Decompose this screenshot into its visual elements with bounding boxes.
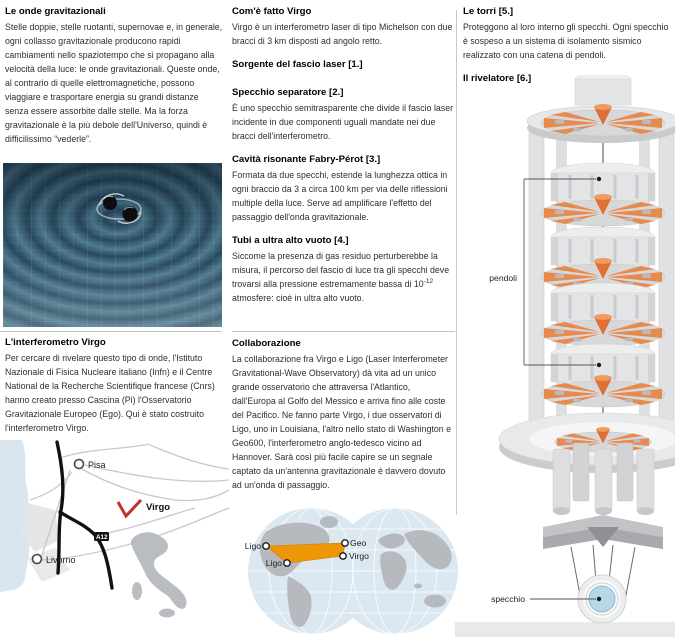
- virgo-marker: [118, 500, 141, 516]
- geo-label: Geo: [350, 538, 367, 548]
- section-body-cavita: Formata da due specchi, estende la lunghezza ottica in ogni braccio da 3 a circa 100 km per via delle riflessioni multiple della luce. Serve ad amplificare l'effetto del passaggio dell'onda gravitazionale.: [232, 170, 448, 222]
- shading-bottom: [3, 163, 222, 327]
- pendulum-stage: [541, 163, 665, 226]
- detector-tower-illustration: [455, 75, 675, 637]
- livorno-label: Livorno: [46, 555, 76, 565]
- column-come-fatto: [232, 6, 455, 316]
- marionette: [543, 515, 663, 549]
- tower-legs: [553, 443, 654, 515]
- divider-middle-column: [232, 331, 455, 332]
- geo-marker: [342, 540, 348, 546]
- virgo-world-marker: [340, 553, 346, 559]
- section-body-interferometro: Per cercare di rivelare questo tipo di onde, l'Istituto Nazionale di Fisica Nucleare italiano (Infn) e il Centre National de la Recherche Scientifique francese (Cnrs) hanno creato presso Cascina (Pi) l'Osservatorio Gravitazionale Europeo (Ego). Qui è stato costruito l'interferometro Virgo.: [5, 353, 215, 433]
- section-title-cavita: Cavità risonante Fabry-Pérot [3.]: [232, 154, 381, 165]
- section-body-separatore: È uno specchio semitrasparente che divide il fascio laser incidente in due componenti uguali mandate nei due bracci dell'interferometro.: [232, 103, 454, 141]
- floor-band: [455, 622, 675, 637]
- section-body-onde: Stelle doppie, stelle ruotanti, supernovae e, in generale, ogni collasso gravitazionale producono rapidi cambiamenti nello spaziotempo che si propagano alla velocità della luce: le onde gravitazionali. Queste onde, al contrario di quelle elettromagnetiche, possono viaggiare e trasportare energia su grandi distanze senza essere assorbite dalle stelle. Ma la forza gravitazionale è la più debole dell'Universo, quindi è difficilissimo “vederle”.: [5, 22, 223, 144]
- italy-inset: [131, 532, 187, 617]
- world-map: [232, 502, 460, 635]
- specchio-label: specchio: [491, 594, 525, 604]
- section-body-torri: Proteggono al loro interno gli specchi. Ogni specchio è sospeso a un sistema di isolamento sismico realizzato con una catena di pendoli.: [463, 22, 669, 60]
- gravitational-wave-illustration: [3, 163, 222, 327]
- section-title-rivelatore: Il rivelatore [6.]: [463, 73, 532, 84]
- section-body-tubi: [232, 249, 455, 305]
- pendulum-stage: [541, 227, 665, 290]
- pendulum-stage: [541, 283, 665, 346]
- virgo-world-label: Virgo: [349, 551, 369, 561]
- coastal-area-2: [27, 548, 70, 582]
- divider-left-column: [0, 331, 222, 332]
- section-title-interferometro: L'interferometro Virgo: [5, 337, 106, 348]
- tubi-exponent: -12: [423, 278, 434, 286]
- pisa-marker: [75, 460, 84, 469]
- ligo-wa-marker: [263, 543, 269, 549]
- pendulum-stage: [541, 344, 665, 407]
- section-title-fatto: Com'è fatto Virgo: [232, 6, 312, 17]
- section-body-collab: La collaborazione fra Virgo e Ligo (Laser Interferometer Gravitational-Wave Observatory) dà vita ad un unico grande osservatorio che attraversa l'Atlantico, dall'Europa al Golfo del Messico e arriva fino alle coste del Pacifico. Ne fanno parte Virgo, i due osservatori di Ligo, uno in Louisiana, l'altro nello stato di Washington e Geo600, l'interferometro anglo-tedesco vicino ad Hannover. Sarà così più facile capire se un segnale captato da un'antenna gravitazionale è davvero dovuto ad un'onda di passaggio.: [232, 354, 451, 490]
- livorno-marker: [33, 555, 42, 564]
- section-title-sorgente: Sorgente del fascio laser [1.]: [232, 59, 363, 70]
- tower-top-cap: [527, 75, 675, 143]
- ligo-la-label: Ligo: [265, 558, 282, 568]
- pendoli-label: pendoli: [489, 273, 517, 283]
- tubi-text-pre: Siccome la presenza di gas residuo perturberebbe la misura, il percorso del fascio di luce tra gli specchi deve trovarsi alla pressione estremamente bassa di 10: [232, 251, 450, 289]
- tubi-text-post: atmosfere: cioè in ultra alto vuoto.: [232, 293, 365, 303]
- section-title-collab: Collaborazione: [232, 338, 301, 349]
- a12-label: A12: [96, 534, 108, 541]
- column-interferometro: [5, 337, 224, 446]
- column-collaborazione: [232, 338, 455, 503]
- section-body-fatto: Virgo è un interferometro laser di tipo Michelson con due bracci di 3 km disposti ad angolo retto.: [232, 22, 453, 46]
- section-title-torri: Le torri [5.]: [463, 6, 514, 17]
- virgo-map-label: Virgo: [146, 502, 171, 513]
- ligo-la-marker: [284, 560, 290, 566]
- italy-map: [0, 440, 230, 637]
- column-gravitational-waves: [5, 6, 224, 157]
- section-title-onde: Le onde gravitazionali: [5, 6, 106, 17]
- ligo-wa-label: Ligo: [244, 541, 261, 551]
- pisa-label: Pisa: [88, 460, 106, 470]
- section-title-tubi: Tubi a ultra alto vuoto [4.]: [232, 235, 349, 246]
- section-title-separatore: Specchio separatore [2.]: [232, 87, 344, 98]
- a12-badge: [94, 532, 109, 541]
